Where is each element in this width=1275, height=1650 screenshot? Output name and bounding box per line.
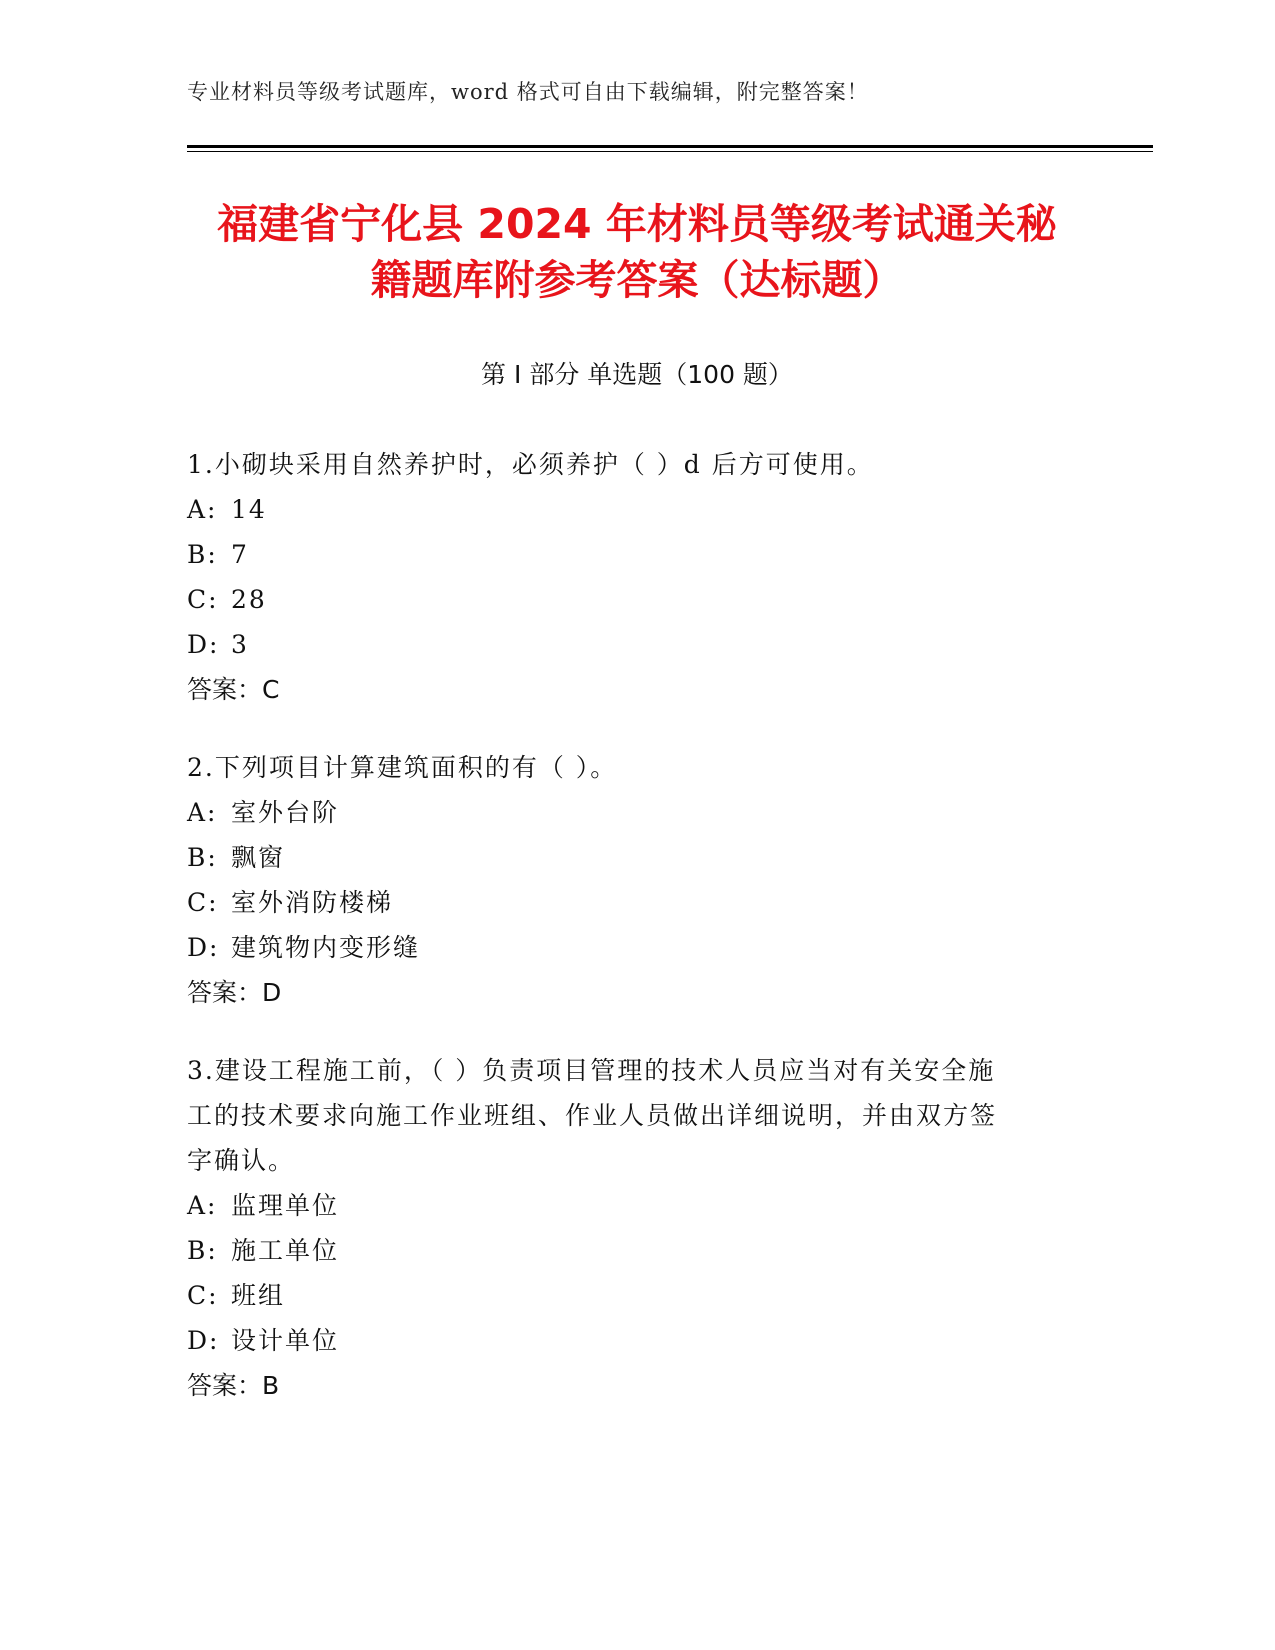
option-key: A: <box>187 798 218 827</box>
header-note: 专业材料员等级考试题库，word 格式可自由下载编辑，附完整答案！ <box>187 80 869 104</box>
option-key: A: <box>187 495 218 524</box>
option-key: C: <box>187 888 219 917</box>
option-text: 施工单位 <box>231 1236 340 1265</box>
header-rule-thick <box>187 145 1153 148</box>
option-key: A: <box>187 1191 218 1220</box>
answer-line: 答案：B <box>187 1371 280 1400</box>
option-key: B: <box>187 843 218 872</box>
option-key: B: <box>187 1236 218 1265</box>
option-key: C: <box>187 1281 219 1310</box>
option-key: D: <box>187 933 220 962</box>
option-row <box>187 487 1087 532</box>
option-row <box>187 1183 1087 1228</box>
question-list <box>187 442 1087 1441</box>
option-text: 室外消防楼梯 <box>231 888 394 917</box>
option-text: 14 <box>231 495 267 524</box>
question-stem: 字确认。 <box>187 1146 296 1175</box>
question-stem: 1.小砌块采用自然养护时，必须养护（ ）d 后方可使用。 <box>187 450 874 479</box>
option-row <box>187 577 1087 622</box>
option-row <box>187 1228 1087 1273</box>
header-rule-thin <box>187 151 1153 152</box>
option-text: 室外台阶 <box>231 798 340 827</box>
option-row <box>187 532 1087 577</box>
option-row <box>187 622 1087 667</box>
option-key: D: <box>187 1326 220 1355</box>
question-stem: 2.下列项目计算建筑面积的有（ ）。 <box>187 753 618 782</box>
option-text: 建筑物内变形缝 <box>231 933 421 962</box>
option-text: 7 <box>231 540 249 569</box>
answer-line: 答案：C <box>187 675 280 704</box>
option-text: 设计单位 <box>231 1326 340 1355</box>
answer-line: 答案：D <box>187 978 282 1007</box>
option-text: 班组 <box>231 1281 286 1310</box>
option-text: 监理单位 <box>231 1191 340 1220</box>
question-item <box>187 442 1087 712</box>
option-row <box>187 835 1087 880</box>
option-row <box>187 925 1087 970</box>
option-key: D: <box>187 630 220 659</box>
option-key: B: <box>187 540 218 569</box>
option-key: C: <box>187 585 219 614</box>
option-row <box>187 1273 1087 1318</box>
question-stem: 3.建设工程施工前，（ ）负责项目管理的技术人员应当对有关安全施 <box>187 1056 996 1085</box>
section-title: 第 I 部分 单选题（100 题） <box>481 360 793 389</box>
option-text: 3 <box>231 630 249 659</box>
option-row <box>187 880 1087 925</box>
question-item <box>187 745 1087 1015</box>
question-item <box>187 1048 1087 1408</box>
document-title <box>187 196 1087 308</box>
document-title-line-2: 籍题库附参考答案（达标题） <box>370 256 904 304</box>
question-stem: 工的技术要求向施工作业班组、作业人员做出详细说明，并由双方签 <box>187 1101 998 1130</box>
document-title-line-1: 福建省宁化县 2024 年材料员等级考试通关秘 <box>217 200 1057 248</box>
option-row <box>187 790 1087 835</box>
option-text: 28 <box>231 585 267 614</box>
option-row <box>187 1318 1087 1363</box>
option-text: 飘窗 <box>231 843 286 872</box>
